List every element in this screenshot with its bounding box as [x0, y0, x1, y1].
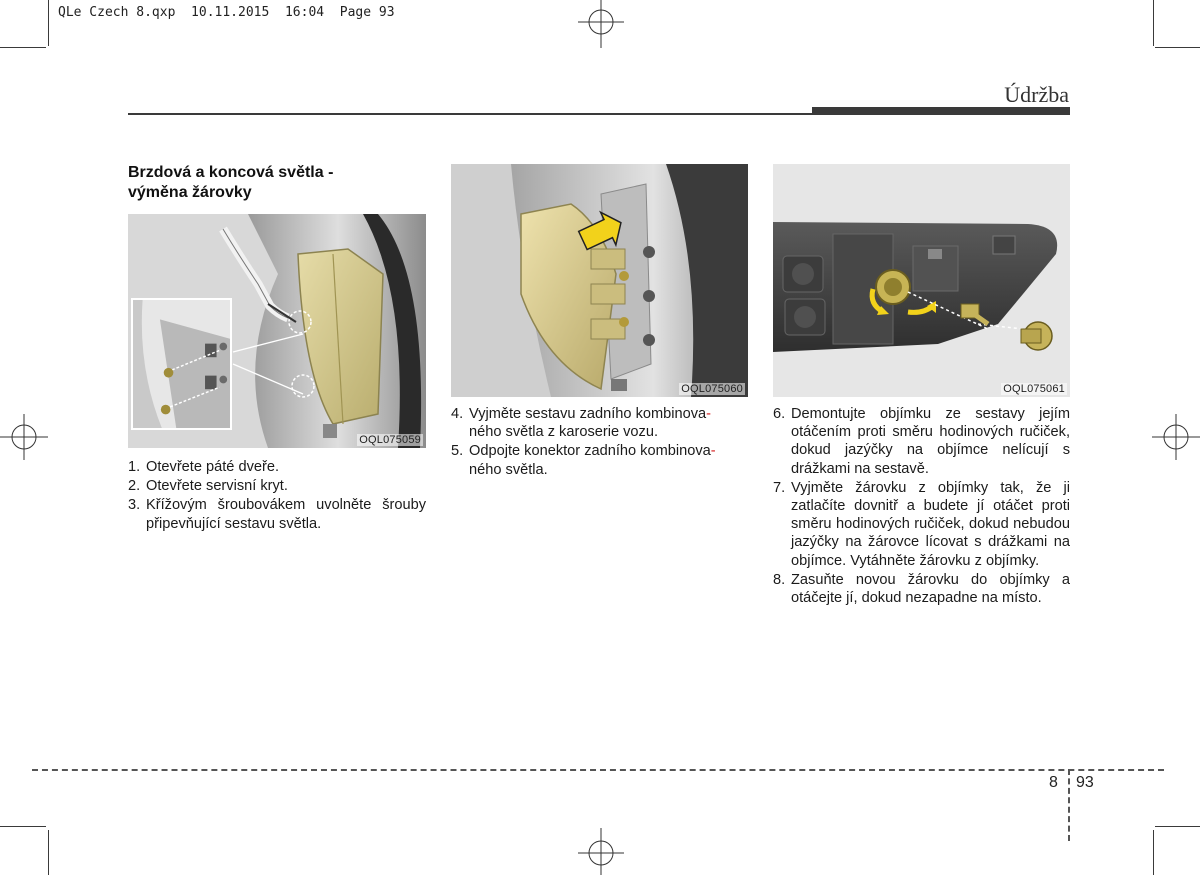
header-rule-accent: [812, 107, 1070, 114]
chapter-number: 8: [1049, 774, 1058, 791]
printer-slug: QLe Czech 8.qxp 10.11.2015 16:04 Page 93: [58, 5, 395, 20]
registration-mark-top: [576, 0, 626, 48]
subsection-heading: [128, 163, 428, 203]
hyphen: -: [710, 443, 716, 460]
footer-divider: [1068, 769, 1070, 841]
steps-list-3: [773, 405, 1070, 608]
step-text-line-2: ného světla.: [469, 461, 548, 478]
footer-rule: [32, 769, 1164, 771]
step-text: Křížovým šroubovákem uvolněte šrouby připevňující sestavu světla.: [146, 497, 426, 532]
figure-bulb-socket: [773, 164, 1070, 397]
heading-line-1: Brzdová a koncová světla -: [128, 164, 334, 181]
step-text: Otevřete servisní kryt.: [146, 478, 288, 495]
steps-list-1: [128, 458, 426, 534]
list-item: [773, 571, 1070, 607]
list-item: [451, 442, 748, 478]
step-number: 7.: [773, 479, 786, 496]
section-title: Údržba: [1004, 82, 1069, 107]
figure-code: OQL075059: [359, 434, 421, 446]
heading-line-2: výměna žárovky: [128, 184, 252, 201]
step-text-line-1: Odpojte konektor zadního kombinova: [469, 443, 711, 460]
step-text: Demontujte objímku ze sestavy jejím otáčením proti směru hodinových ručiček, dokud jazýčky na objímce nelícují s drážkami na sestavě.: [791, 406, 1070, 477]
step-text: [469, 442, 748, 478]
page-number: 93: [1076, 774, 1094, 791]
list-item: [773, 405, 1070, 478]
inset-detail: [131, 298, 232, 430]
registration-mark-right: [1152, 412, 1200, 462]
list-item: [128, 477, 426, 495]
steps-list-2: [451, 405, 748, 480]
figure-bulb-socket-illustration: [773, 164, 1070, 397]
list-item: [451, 405, 748, 441]
list-item: [128, 496, 426, 532]
step-text: [469, 405, 748, 441]
step-number: 1.: [128, 459, 141, 475]
step-text: Otevřete páté dveře.: [146, 459, 280, 475]
figure-remove-lamp-illustration: [451, 164, 748, 397]
step-number: 3.: [128, 497, 141, 514]
inset-detail-illustration: [133, 300, 230, 428]
figure-code: OQL075060: [681, 383, 743, 395]
list-item: [773, 479, 1070, 570]
step-text-line-1: Vyjměte sestavu zadního kombinova: [469, 406, 707, 422]
figure-remove-lamp: [451, 164, 748, 397]
step-number: 4.: [451, 406, 464, 422]
step-number: 8.: [773, 571, 786, 588]
figure-code: OQL075061: [1003, 383, 1065, 395]
registration-mark-left: [0, 412, 48, 462]
step-number: 5.: [451, 443, 464, 460]
hyphen: -: [706, 406, 712, 422]
step-number: 6.: [773, 406, 786, 422]
step-number: 2.: [128, 478, 141, 495]
step-text: Vyjměte žárovku z objímky tak, že ji zatlačíte dovnitř a budete jí otáčet proti směru hodinových ručiček, dokud nebudou jazýčky na žárovce lícovat s drážkami na objímce. Vytáhněte žárovku z objímky.: [791, 479, 1070, 569]
step-text-line-2: ného světla z karoserie vozu.: [469, 424, 659, 441]
step-text: Zasuňte novou žárovku do objímky a otáčejte jí, dokud nezapadne na místo.: [791, 571, 1070, 607]
figure-screws: [128, 214, 426, 448]
registration-mark-bottom: [576, 828, 626, 875]
list-item: [128, 458, 426, 476]
